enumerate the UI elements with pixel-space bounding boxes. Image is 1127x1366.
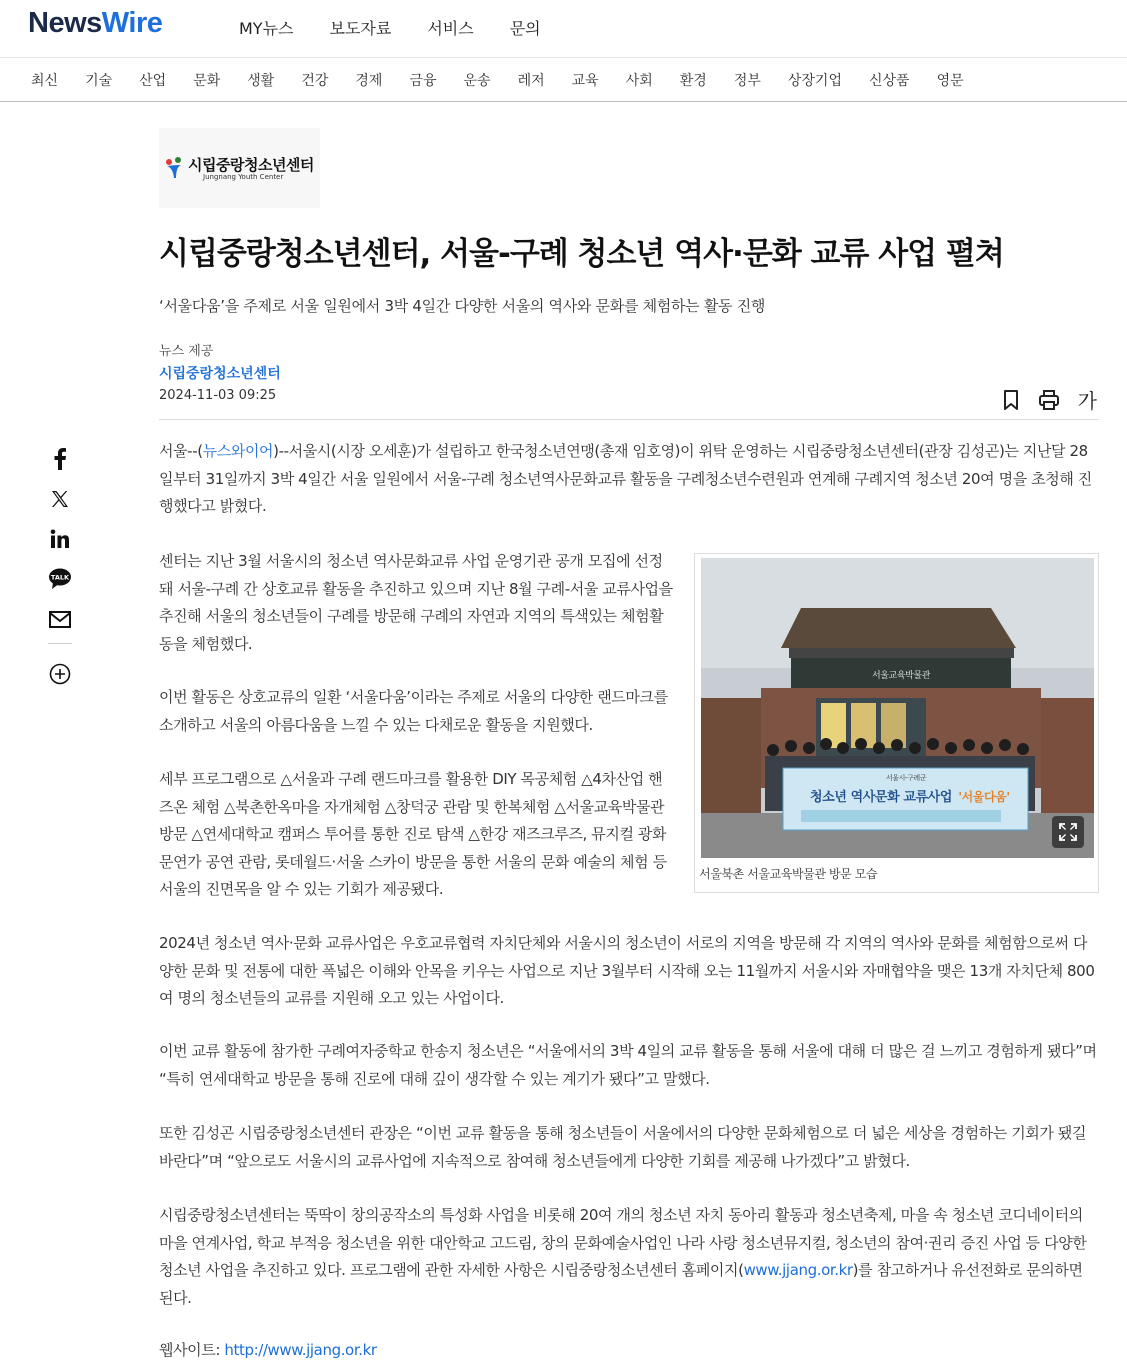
paragraph-6: 이번 교류 활동에 참가한 구례여자중학교 한송지 청소년은 “서울에서의 3박 4일의 교류 활동을 통해 서울에 대해 더 많은 걸 느끼고 경험하게 됐다”며 “특히 연세대학교 방문을 통해 진로에 대해 깊이 생각할 수 있는 계기가 됐다”고 말했다. [159,1042,1097,1088]
email-icon[interactable] [46,605,74,633]
category-item[interactable]: 문화 [193,73,221,89]
print-icon[interactable] [1038,389,1060,411]
banner-top-text: 서울시-구례군 [885,774,927,782]
paragraph-3: 이번 활동은 상호교류의 일환 ‘서울다움’이라는 주제로 서울의 다양한 랜드마크를 소개하고 서울의 아름다움을 느낄 수 있는 다채로운 활동을 지원했다. [159,688,668,734]
category-bar [0,58,1127,102]
category-item[interactable]: 생활 [247,73,275,89]
article-subtitle: ‘서울다움’을 주제로 서울 일원에서 3박 4일간 다양한 서울의 역사와 문화를 체험하는 활동 진행 [159,297,766,315]
category-item[interactable]: 기술 [85,73,113,89]
homepage-link[interactable]: www.jjang.or.kr [743,1261,853,1279]
website-link[interactable]: http://www.jjang.or.kr [224,1341,377,1359]
photo-caption: 서울북촌 서울교육박물관 방문 모습 [699,867,878,881]
youth-center-mark-icon [165,156,183,178]
category-item[interactable]: 신상품 [868,73,910,89]
category-item[interactable]: 산업 [139,73,167,89]
newswire-link[interactable]: 뉴스와이어 [202,442,274,460]
bookmark-icon[interactable] [1002,389,1020,411]
category-item[interactable]: 환경 [679,73,707,89]
category-list [31,70,991,90]
more-share-plus-icon[interactable] [46,660,74,688]
provider-name-link[interactable]: 시립중랑청소년센터 [159,366,281,382]
category-item[interactable]: 영문 [936,73,964,89]
provider-label: 뉴스 제공 [159,344,214,359]
paragraph-7: 또한 김성곤 시립중랑청소년센터 관장은 “이번 교류 활동을 통해 청소년들이 서울에서의 다양한 문화체험으로 더 넓은 세상을 경험하는 기회가 됐길 바란다”며 “앞으로도 서울시의 교류사업에 지속적으로 참여해 청소년들에게 다양한 기회를 제공해 나가겠다”고 밝혔다. [159,1124,1087,1170]
font-size-toggle[interactable]: 가 [1077,389,1097,413]
share-divider [48,643,72,644]
article-tools [984,385,1097,414]
nav-inquiry[interactable]: 문의 [509,19,541,38]
paragraph-5: 2024년 청소년 역사·문화 교류사업은 우호교류협력 자치단체와 서울시의 청소년이 서로의 지역을 방문해 각 지역의 역사와 문화를 체험함으로써 다양한 문화 및 전통에 대한 폭넓은 이해와 안목을 키우는 사업으로 지난 3월부터 시작해 오는 11월까지 서울시와 자매협약을 맺은 13개 자치단체 800여 명의 청소년들의 교류를 지원해 오고 있는 사업이다. [159,934,1095,1007]
publisher-logo-name: 시립중랑청소년센터 [188,156,314,174]
nav-press-release[interactable]: 보도자료 [329,19,392,38]
newswire-logo[interactable]: NewsWire [28,7,163,39]
article-figure [694,553,1099,893]
paragraph-4: 세부 프로그램으로 △서울과 구례 랜드마크를 활용한 DIY 목공체험 △4차산업 핸즈온 체험 △북촌한옥마을 자개체험 △창덕궁 관람 및 한복체험 △서울교육박물관 방문 △연세대학교 캠퍼스 투어를 통한 진로 탐색 △한강 재즈크루즈, 뮤지컬 광화문연가 공연 관람, 롯데월드·서울 스카이 방문을 통한 서울의 문화 예술의 체험 등 서울의 진면목을 알 수 있는 기회가 제공됐다. [159,770,667,898]
paragraph-1: 서울--(뉴스와이어)--서울시(시장 오세훈)가 설립하고 한국청소년연맹(총재 임호영)이 위탁 운영하는 시립중랑청소년센터(관장 김성곤)는 지난달 28일부터 31일까지 3박 4일간 서울 일원에서 서울-구례 청소년역사문화교류 활동을 구례청소년수련원과 연계해 구례지역 청소년 20여 명을 초청해 진행했다고 밝혔다. [159,442,1092,515]
expand-image-icon[interactable] [1052,816,1084,848]
category-item[interactable]: 경제 [355,73,383,89]
category-item[interactable]: 운송 [463,73,491,89]
nav-my-news[interactable]: MY뉴스 [239,19,294,38]
paragraph-8: 시립중랑청소년센터는 뚝딱이 창의공작소의 특성화 사업을 비롯해 20여 개의 청소년 자치 동아리 활동과 청소년축제, 마을 속 청소년 코디네이터의 마을 연계사업, 학교 부적응 청소년을 위한 대안학교 고드림, 창의 문화예술사업인 나라 사랑 청소년뮤지컬, 청소년의 참여·권리 증진 사업 등 다양한 청소년 사업을 추진하고 있다. 프로그램에 관한 자세한 사항은 시립중랑청소년센터 홈페이지(www.jjang.or.kr)를 참고하거나 유선전화로 문의하면 된다. [159,1206,1087,1307]
linkedin-icon[interactable] [46,525,74,553]
group-photo[interactable] [701,558,1094,858]
category-item[interactable]: 최신 [31,73,59,89]
x-twitter-icon[interactable] [46,485,74,513]
kakaotalk-icon[interactable] [46,565,74,593]
svg-text:TALK: TALK [50,573,70,582]
category-item[interactable]: 정부 [733,73,761,89]
nav-service[interactable]: 서비스 [427,19,474,38]
top-header [0,0,1127,58]
category-item[interactable]: 레저 [517,73,545,89]
publisher-logo[interactable] [159,128,320,208]
category-item[interactable]: 건강 [301,73,329,89]
banner-main-text: 청소년 역사문화 교류사업 [810,790,952,805]
header-divider [159,419,1099,420]
website-line: 웹사이트: http://www.jjang.or.kr [159,1341,377,1359]
publisher-logo-name-en: Jungnang Youth Center [203,173,284,181]
article-title: 시립중랑청소년센터, 서울-구례 청소년 역사·문화 교류 사업 펼쳐 [159,236,1004,272]
publish-date: 2024-11-03 09:25 [159,388,277,403]
category-item[interactable]: 사회 [625,73,653,89]
banner-accent-text: '서울다움' [958,790,1010,804]
facebook-icon[interactable] [46,445,74,473]
paragraph-2: 센터는 지난 3월 서울시의 청소년 역사문화교류 사업 운영기관 공개 모집에 선정돼 서울-구례 간 상호교류 활동을 추진하고 있으며 지난 8월 구례-서울 교류사업을 추진해 서울의 청소년들이 구례를 방문해 구례의 자연과 지역의 특색있는 체험활동을 체험했다. [159,552,673,653]
museum-sign-text: 서울교육박물관 [871,671,931,681]
category-item[interactable]: 금융 [409,73,437,89]
main-nav [239,16,577,39]
category-item[interactable]: 교육 [571,73,599,89]
category-item[interactable]: 상장기업 [787,73,842,89]
